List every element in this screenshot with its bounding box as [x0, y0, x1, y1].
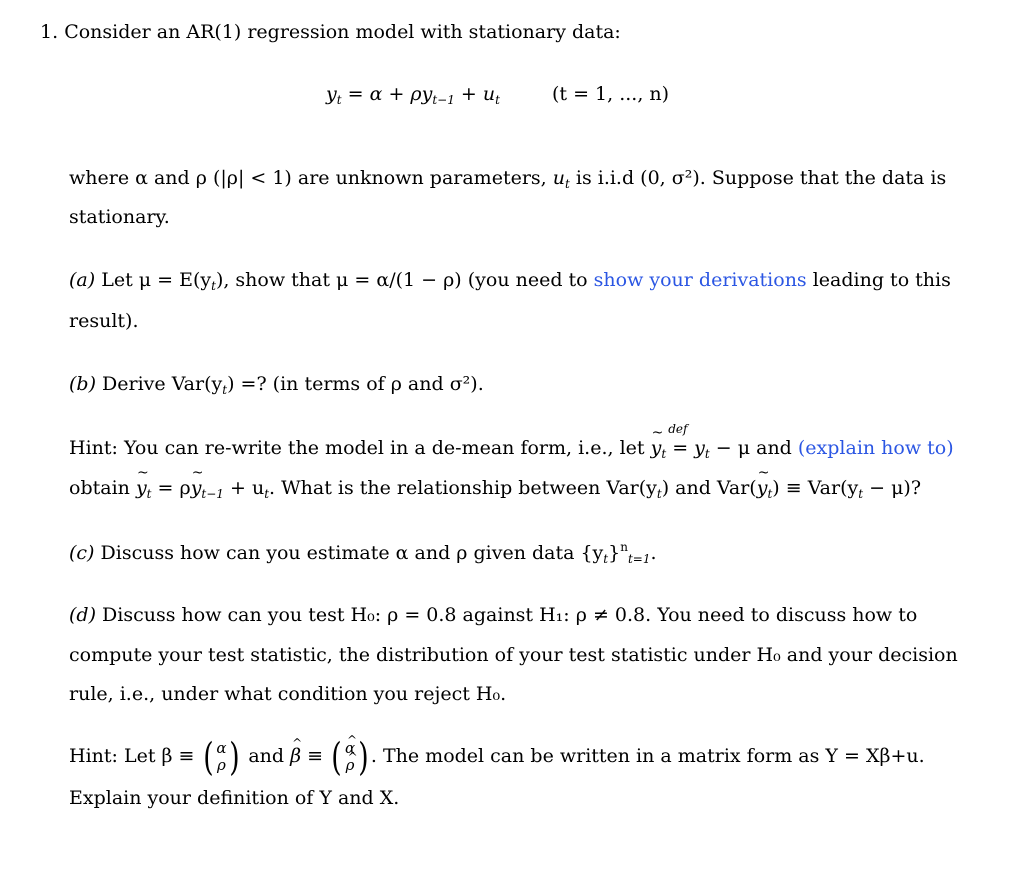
part-a-cont: result). — [69, 310, 139, 332]
part-d-line1: (d) Discuss how can you test H₀: ρ = 0.8 against H₁: ρ ≠ 0.8. You need to discuss how to — [69, 604, 918, 626]
derivations-link[interactable]: show your derivations — [593, 269, 807, 291]
hint-2-cont: Explain your definition of Y and X. — [69, 787, 400, 809]
hint-1-cont: obtain ~ $y_t$ = ρ~ $y_{t-1} + u_t$. What is the relationship between $Var(y_t)$ and Var(~ $y_t) \equiv Var(y_t - \mu)$? — [69, 476, 921, 503]
part-c: (c) Discuss how can you estimate α and ρ given data $\{y_t\}^n_{t=1}$. — [69, 540, 657, 566]
where-clause-end: stationary. — [69, 206, 170, 228]
model-equation: $y_t = \alpha + \rho y_{t-1} + u_t$ — [326, 83, 500, 107]
part-b: (b) Derive $Var(y_t)$ =? (in terms of ρ and σ²). — [69, 373, 484, 397]
index-condition: (t = 1, ..., n) — [552, 83, 670, 105]
part-d-line2: compute your test statistic, the distribution of your test statistic under H₀ and your decision — [69, 644, 958, 666]
hint-1: Hint: You can re-write the model in a de-mean form, i.e., let ~ $y_t$ = def $y_t - \mu$ and (explain how to) — [69, 436, 954, 463]
beta-hat-vector: ( ^ α ^ ρ ) — [329, 738, 371, 776]
beta-vector: ( α ρ ) — [202, 735, 241, 779]
explain-how-link[interactable]: (explain how to) — [797, 437, 954, 459]
hint-2: Hint: Let β ≡ ( α ρ ) and ^ β ≡ ( ^ α ^ ρ ) . The model can be written in a matrix form as Y = Xβ+u. — [69, 738, 925, 776]
where-clause: where α and ρ (|ρ| < 1) are unknown parameters, $u_t$ is i.i.d (0, σ²). Suppose that the data is — [69, 167, 947, 191]
question-intro: 1. Consider an AR(1) regression model with stationary data: — [40, 21, 621, 43]
part-d-line3: rule, i.e., under what condition you reject H₀. — [69, 683, 507, 705]
part-a: (a) Let $\mu = E(y_t)$, show that μ = α/(1 − ρ) (you need to show your derivations leading to this — [69, 269, 951, 293]
